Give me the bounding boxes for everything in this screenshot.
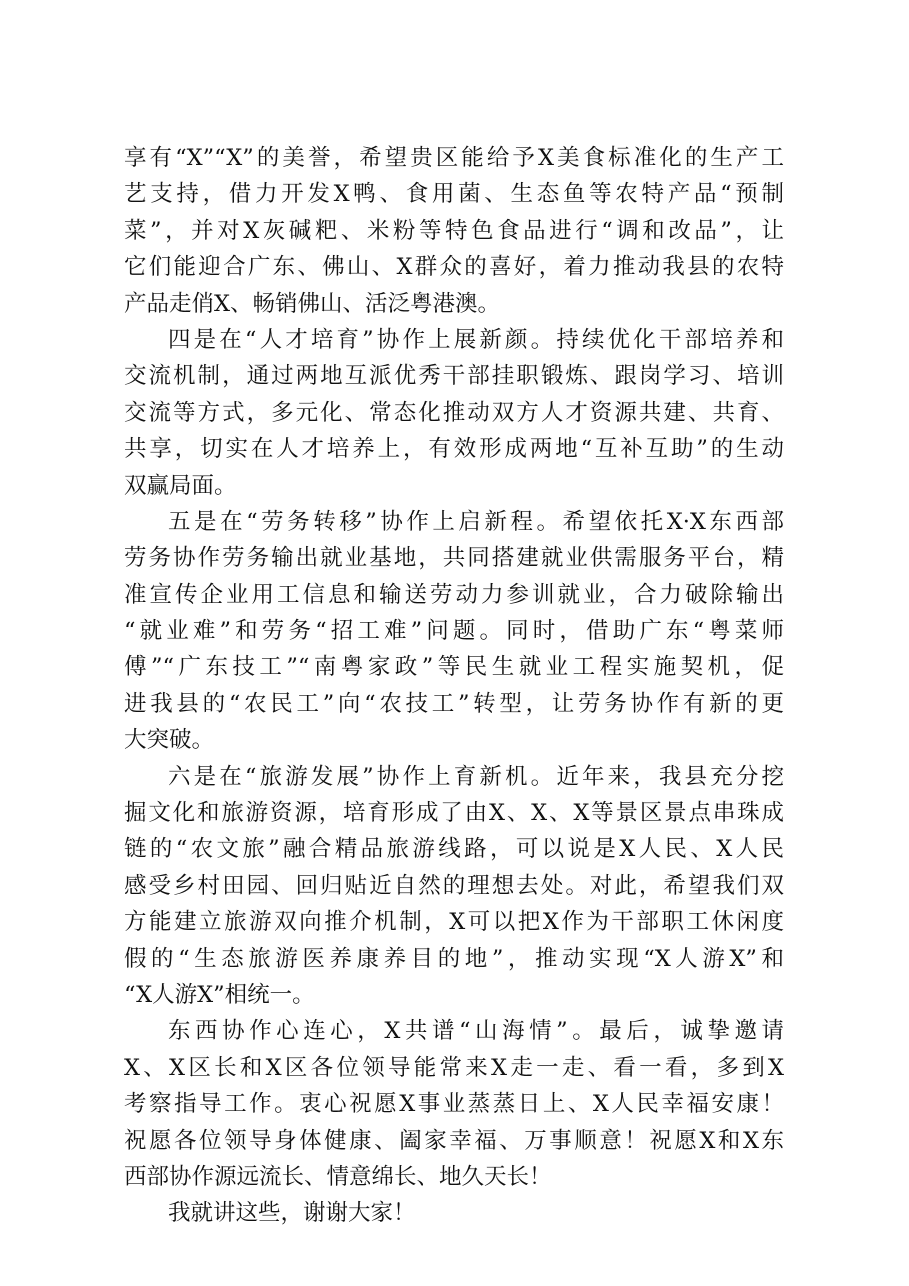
paragraph-labor-transfer	[124, 504, 784, 759]
text-line: 产品走俏X、畅销佛山、活泛粤港澳。	[124, 290, 501, 317]
text-line: 六是在“旅游发展”协作上育新机。近年来，我县充分挖	[168, 763, 784, 790]
text-line: 它们能迎合广东、佛山、X群众的喜好，着力推动我县的农特	[124, 254, 784, 281]
text-line: 假的“生态旅游医养康养目的地”，推动实现“X人游X”和	[124, 945, 784, 972]
text-line: 交流机制，通过两地互派优秀干部挂职锻炼、跟岗学习、培训	[124, 363, 784, 390]
text-line: 准宣传企业用工信息和输送劳动力参训就业，合力破除输出	[124, 581, 784, 608]
text-line: 共享，切实在人才培养上，有效形成两地“互补互助”的生动	[124, 436, 784, 463]
text-line: “就业难”和劳务“招工难”问题。同时，借助广东“粤菜师	[124, 618, 784, 645]
text-line: 傅”“广东技工”“南粤家政”等民生就业工程实施契机，促	[124, 654, 784, 681]
text-line: 双赢局面。	[124, 472, 237, 499]
text-line: 掘文化和旅游资源，培育形成了由X、X、X等景区景点串珠成	[124, 800, 784, 827]
paragraph-tourism-development	[124, 759, 784, 1014]
text-line: 感受乡村田园、回归贴近自然的理想去处。对此，希望我们双	[124, 872, 784, 899]
text-line: 进我县的“农民工”向“农技工”转型，让劳务协作有新的更	[124, 690, 784, 717]
text-line: 四是在“人才培育”协作上展新颜。持续优化干部培养和	[168, 326, 784, 353]
paragraph-food-processing	[124, 140, 784, 322]
paragraph-talent-cultivation	[124, 322, 784, 504]
text-line: 链的“农文旅”融合精品旅游线路，可以说是X人民、X人民	[124, 836, 784, 863]
text-line: 劳务协作劳务输出就业基地，共同搭建就业供需服务平台，精	[124, 545, 784, 572]
text-line: 五是在“劳务转移”协作上启新程。希望依托X·X东西部	[168, 508, 784, 535]
text-line: 方能建立旅游双向推介机制，X可以把X作为干部职工休闲度	[124, 909, 784, 936]
text-line: 考察指导工作。衷心祝愿X事业蒸蒸日上、X人民幸福安康！	[124, 1091, 784, 1118]
text-line: 祝愿各位领导身体健康、阖家幸福、万事顺意！祝愿X和X东	[124, 1127, 784, 1154]
text-line: 西部协作源远流长、情意绵长、地久天长！	[124, 1163, 552, 1190]
paragraph-closing-wishes	[124, 1013, 784, 1195]
text-line: 享有“X”“X”的美誉，希望贵区能给予X美食标准化的生产工	[124, 145, 784, 171]
text-line: 菜”，并对X灰碱粑、米粉等特色食品进行“调和改品”，让	[124, 217, 784, 244]
text-line: 我就讲这些，谢谢大家！	[168, 1200, 416, 1227]
text-line: 交流等方式，多元化、常态化推动双方人才资源共建、共育、	[124, 399, 784, 426]
text-line: 艺支持，借力开发X鸭、食用菌、生态鱼等农特产品“预制	[124, 181, 784, 208]
document-body	[124, 140, 784, 1232]
paragraph-thanks	[124, 1195, 784, 1231]
text-line: 东西协作心连心，X共谱“山海情”。最后，诚挚邀请	[168, 1018, 784, 1045]
text-line: X、X区长和X区各位领导能常来X走一走、看一看，多到X	[124, 1054, 784, 1081]
text-line: 大突破。	[124, 727, 215, 754]
text-line: “X人游X”相统一。	[124, 981, 315, 1008]
